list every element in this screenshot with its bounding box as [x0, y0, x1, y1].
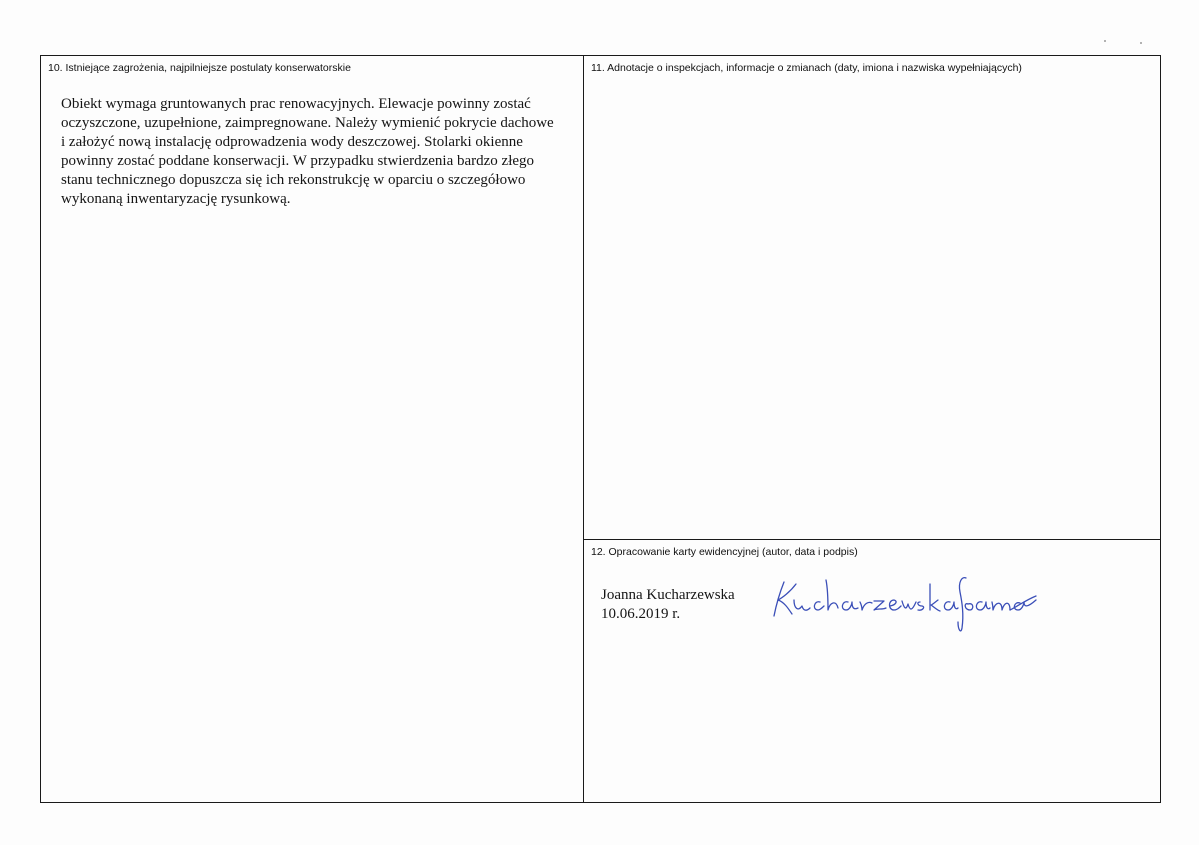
handwritten-signature [770, 570, 1040, 640]
section-12-author-cell [584, 539, 1160, 802]
form-table [40, 55, 1161, 803]
scan-speck [1140, 42, 1142, 44]
author-block [601, 586, 735, 624]
section-10-label: 10. Istniejące zagrożenia, najpilniejsze postulaty konserwatorskie [48, 62, 351, 74]
scan-speck [1104, 40, 1106, 42]
author-date: 10.06.2019 r. [601, 606, 681, 622]
section-11-annotations-cell [584, 56, 1160, 539]
section-12-label: 12. Opracowanie karty ewidencyjnej (autor, data i podpis) [591, 546, 858, 558]
signature-text: Kucharzewska Joanna [770, 570, 779, 571]
author-name: Joanna Kucharzewska [601, 587, 735, 603]
section-10-text: Obiekt wymaga gruntowanych prac renowacyjnych. Elewacje powinny zostać oczyszczone, uzupełnione, zaimpregnowane. Należy wymienić pokrycie dachowe i założyć nową instalację odprowadzenia wody deszczowej. Stolarki okienne powinny zostać poddane konserwacji. W przypadku stwierdzenia bardzo złego stanu technicznego dopuszcza się ich rekonstrukcję w oparciu o szczegółowo wykonaną inwentaryzację rysunkową. [61, 96, 554, 207]
section-10-threats-cell [41, 56, 584, 802]
section-11-label: 11. Adnotacje o inspekcjach, informacje o zmianach (daty, imiona i nazwiska wypełniających) [591, 62, 1022, 74]
